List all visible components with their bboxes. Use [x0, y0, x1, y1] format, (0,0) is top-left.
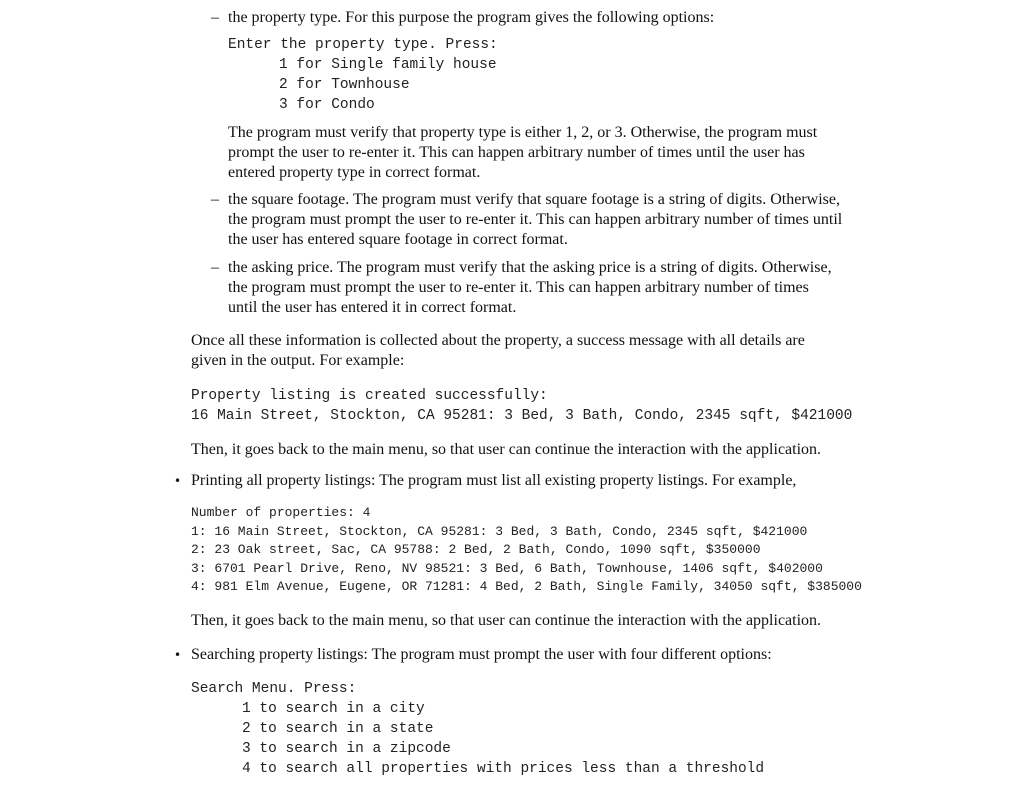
back-to-menu-text: Then, it goes back to the main menu, so that user can continue the interaction with the application.: [191, 612, 822, 629]
listing-output-line: 2: 23 Oak street, Sac, CA 95788: 2 Bed, 2 Bath, Condo, 1090 sqft, $350000: [191, 542, 761, 557]
dash-marker: –: [211, 259, 219, 276]
bullet-marker: •: [174, 648, 182, 662]
success-output-line: Property listing is created successfully:: [191, 388, 548, 404]
success-output-line: 16 Main Street, Stockton, CA 95281: 3 Bed, 3 Bath, Condo, 2345 sqft, $421000: [191, 408, 853, 424]
search-menu-option: 3 to search in a zipcode: [242, 741, 451, 757]
property-type-intro: the property type. For this purpose the program gives the following options:: [228, 9, 715, 26]
property-type-verify-line: prompt the user to re-enter it. This can happen arbitrary number of times until the user has: [228, 144, 805, 161]
dash-marker: –: [211, 9, 219, 26]
property-type-option: 1 for Single family house: [279, 57, 497, 73]
property-type-option: 2 for Townhouse: [279, 77, 410, 93]
asking-price-line: the program must prompt the user to re-enter it. This can happen arbitrary number of times: [228, 279, 809, 296]
square-footage-line: the square footage. The program must verify that square footage is a string of digits. Otherwise,: [228, 191, 840, 208]
property-type-verify-line: entered property type in correct format.: [228, 164, 481, 181]
listing-output-line: 4: 981 Elm Avenue, Eugene, OR 71281: 4 Bed, 2 Bath, Single Family, 34050 sqft, $385000: [191, 579, 862, 594]
listing-output-line: 1: 16 Main Street, Stockton, CA 95281: 3 Bed, 3 Bath, Condo, 2345 sqft, $421000: [191, 524, 808, 539]
property-type-option: 3 for Condo: [279, 97, 375, 113]
listing-output-line: 3: 6701 Pearl Drive, Reno, NV 98521: 3 Bed, 6 Bath, Townhouse, 1406 sqft, $402000: [191, 561, 823, 576]
search-menu-title: Search Menu. Press:: [191, 681, 357, 697]
asking-price-line: the asking price. The program must verify that the asking price is a string of digits. Otherwise,: [228, 259, 832, 276]
search-menu-option: 4 to search all properties with prices less than a threshold: [242, 761, 765, 777]
printing-bullet-text: Printing all property listings: The program must list all existing property listings. For example,: [191, 472, 797, 489]
success-paragraph-line: Once all these information is collected about the property, a success message with all details are: [191, 332, 805, 349]
bullet-marker: •: [174, 474, 182, 488]
square-footage-line: the user has entered square footage in correct format.: [228, 231, 568, 248]
back-to-menu-text: Then, it goes back to the main menu, so that user can continue the interaction with the application.: [191, 441, 822, 458]
listing-output-line: Number of properties: 4: [191, 505, 371, 520]
searching-bullet-text: Searching property listings: The program must prompt the user with four different options:: [191, 646, 772, 663]
property-type-menu-title: Enter the property type. Press:: [228, 37, 498, 53]
asking-price-line: until the user has entered it in correct format.: [228, 299, 517, 316]
property-type-verify-line: The program must verify that property type is either 1, 2, or 3. Otherwise, the program must: [228, 124, 818, 141]
square-footage-line: the program must prompt the user to re-enter it. This can happen arbitrary number of times until: [228, 211, 843, 228]
success-paragraph-line: given in the output. For example:: [191, 352, 405, 369]
dash-marker: –: [211, 191, 219, 208]
search-menu-option: 2 to search in a state: [242, 721, 434, 737]
search-menu-option: 1 to search in a city: [242, 701, 425, 717]
